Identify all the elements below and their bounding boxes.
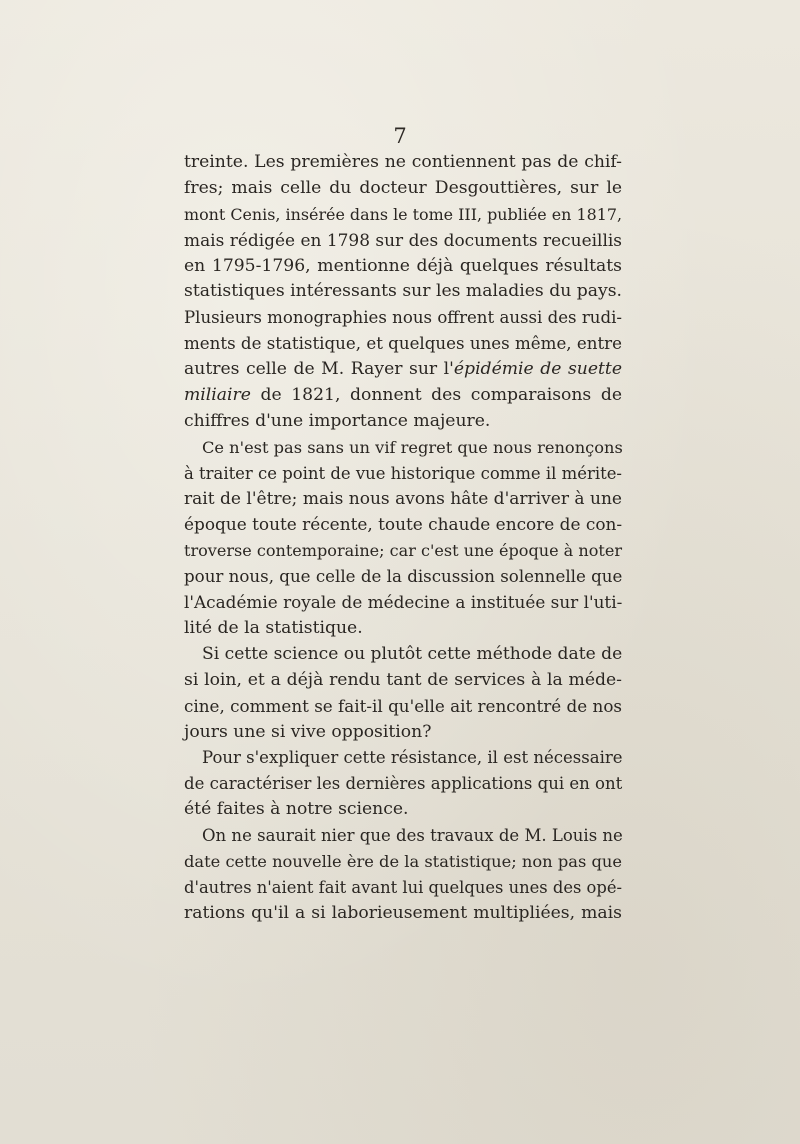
text-line: époque toute récente, toute chaude encore de con- — [184, 514, 623, 535]
text-line: de caractériser les dernières applications qui en ont — [184, 774, 623, 794]
text-line: lité de la statistique. — [184, 618, 363, 639]
text-line: fres; mais celle du docteur Desgouttières, sur le — [184, 177, 622, 198]
text-line: Plusieurs monographies nous offrent aussi des rudi- — [184, 308, 622, 328]
text-line: pour nous, que celle de la discussion solennelle que — [184, 567, 623, 587]
text-segment: de 1821, donnent des comparaisons de — [250, 385, 622, 406]
text-line: date cette nouvelle ère de la statistique; non pas que — [184, 852, 622, 872]
text-line: d'autres n'aient fait avant lui quelques unes des opé- — [184, 877, 623, 897]
text-line: statistiques intéressants sur les maladies du pays. — [184, 281, 622, 302]
text-line: jours une si vive opposition? — [184, 721, 432, 742]
text-line — [184, 357, 622, 383]
text-line: cine, comment se fait-il qu'elle ait rencontré de nos — [184, 695, 623, 716]
text-line: Si cette science ou plutôt cette méthode date de — [202, 643, 623, 664]
text-line: ments de statistique, et quelques unes même, entre — [184, 334, 622, 354]
italic-text: miliaire — [184, 385, 251, 406]
text-line: mont Cenis, insérée dans le tome III, publiée en 1817, — [184, 204, 623, 224]
text-line: été faites à notre science. — [184, 799, 409, 820]
text-line: en 1795-1796, mentionne déjà quelques résultats — [184, 255, 622, 276]
body-text — [184, 150, 622, 927]
text-line: à traiter ce point de vue historique comme il mérite- — [184, 463, 622, 483]
text-line: mais rédigée en 1798 sur des documents recueillis — [184, 229, 622, 250]
text-line — [184, 383, 622, 409]
text-line: Pour s'expliquer cette résistance, il est nécessaire — [202, 748, 623, 768]
text-line: l'Académie royale de médecine a instituée sur l'uti- — [184, 592, 623, 613]
text-line: chiffres d'une importance majeure. — [184, 410, 491, 431]
text-line: rait de l'être; mais nous avons hâte d'arriver à une — [184, 488, 622, 509]
text-line: rations qu'il a si laborieusement multipliées, mais — [184, 902, 622, 923]
text-segment: autres celle de M. Rayer sur l' — [184, 359, 454, 380]
text-line: treinte. Les premières ne contiennent pas de chif- — [184, 152, 622, 172]
page-number: 7 — [393, 124, 407, 148]
text-line: troverse contemporaine; car c'est une époque à noter — [184, 541, 622, 561]
italic-text: épidémie de suette — [453, 359, 623, 380]
text-line: si loin, et a déjà rendu tant de services à la méde- — [184, 669, 622, 690]
text-line: Ce n'est pas sans un vif regret que nous renonçons — [202, 437, 623, 457]
text-line: On ne saurait nier que des travaux de M. Louis ne — [202, 826, 623, 846]
